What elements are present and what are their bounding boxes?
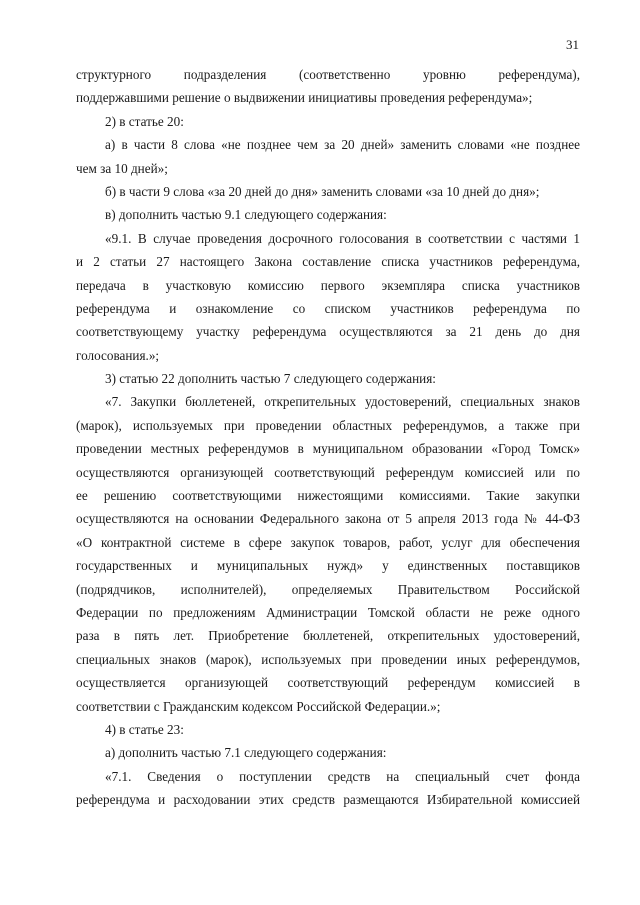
text-line: «7.1. Сведения о поступлении средств на специальный счет фонда (105, 768, 580, 784)
text-line: референдума и ознакомление со списком участников референдума по (76, 300, 580, 316)
text-line: б) в части 9 слова «за 20 дней до дня» заменить словами «за 10 дней до дня»; (105, 183, 540, 199)
text-line: (марок), используемых при проведении областных референдумов, а также при (76, 417, 580, 433)
text-line: раза в пять лет. Приобретение бюллетеней, открепительных удостоверений, (76, 628, 580, 644)
text-line: Федерации по предложениям Администрации Томской области не реже одного (76, 604, 580, 620)
text-line: осуществляются на основании Федерального закона от 5 апреля 2013 года № 44-ФЗ (76, 511, 580, 527)
text-line: чем за 10 дней»; (76, 160, 168, 176)
text-line: 4) в статье 23: (105, 721, 184, 737)
text-line: соответствующему участку референдума осуществляются за 21 день до дня (76, 324, 580, 340)
text-line: (подрядчиков, исполнителей), определяемых Правительством Российской (76, 581, 580, 597)
text-line: поддержавшими решение о выдвижении инициативы проведения референдума»; (76, 90, 533, 106)
page-number: 31 (566, 37, 579, 52)
text-line: и 2 статьи 27 настоящего Закона составление списка участников референдума, (76, 254, 580, 270)
text-line: специальных знаков (марок), используемых при проведении иных референдумов, (76, 651, 580, 667)
text-line: «9.1. В случае проведения досрочного голосования в соответствии с частями 1 (105, 230, 580, 246)
text-line: 2) в статье 20: (105, 113, 184, 129)
text-line: ее решению соответствующими нижестоящими комиссиями. Такие закупки (76, 488, 580, 504)
text-line: референдума и расходовании этих средств размещаются Избирательной комиссией (76, 792, 580, 808)
text-line: осуществляются организующей соответствующий референдум комиссией или по (76, 464, 580, 480)
text-line: 3) статью 22 дополнить частью 7 следующего содержания: (105, 371, 436, 387)
document-body (76, 63, 580, 812)
text-line: «О контрактной системе в сфере закупок товаров, работ, услуг для обеспечения (76, 534, 580, 550)
text-line: в) дополнить частью 9.1 следующего содержания: (105, 207, 387, 223)
text-line: государственных и муниципальных нужд» у единственных поставщиков (76, 558, 580, 574)
text-line: соответствии с Гражданским кодексом Российской Федерации.»; (76, 698, 441, 714)
text-line: голосования.»; (76, 347, 160, 363)
text-line: «7. Закупки бюллетеней, открепительных удостоверений, специальных знаков (105, 394, 580, 410)
text-line: а) в части 8 слова «не позднее чем за 20 дней» заменить словами «не позднее (105, 137, 580, 153)
text-line: передача в участковую комиссию первого экземпляра списка участников (76, 277, 580, 293)
text-line: проведении местных референдумов в муниципальном образовании «Город Томск» (76, 441, 580, 457)
text-line: осуществляется организующей соответствующий референдум комиссией в (76, 675, 580, 691)
text-line: структурного подразделения (соответственно уровню референдума), (76, 67, 580, 82)
text-line: а) дополнить частью 7.1 следующего содержания: (105, 745, 387, 761)
